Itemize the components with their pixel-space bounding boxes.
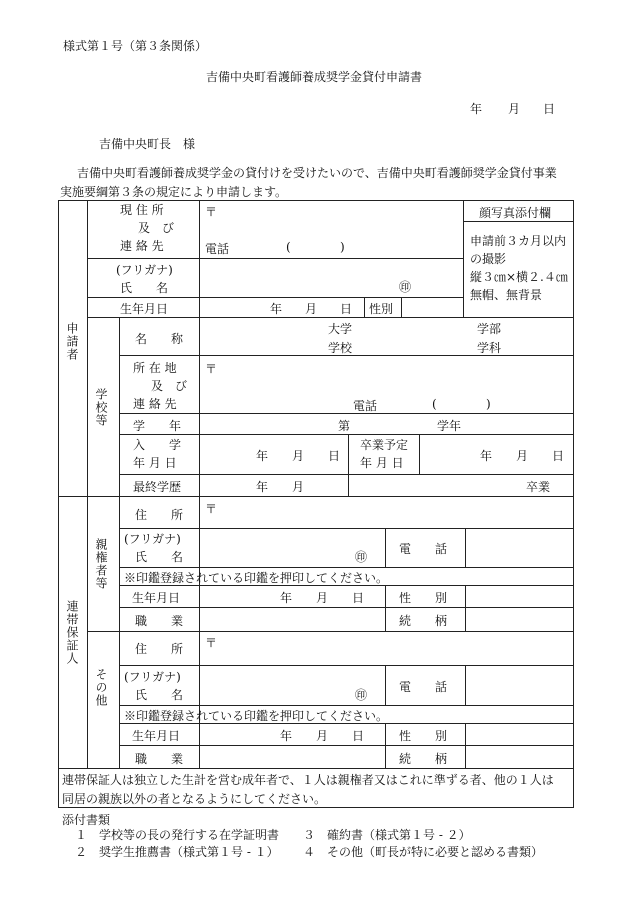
parent-birth-label: 生年月日: [132, 591, 181, 605]
school-label: 学校: [328, 341, 353, 355]
parent-sex-label: 性 別: [399, 591, 448, 605]
date-day: 日: [543, 102, 556, 116]
school-phone-paren-open: (: [432, 397, 437, 411]
grad-month: 月: [516, 449, 529, 463]
intro-text-line2: 実施要綱第３条の規定により申請します。: [60, 185, 288, 199]
other-seal-mark: ㊞: [355, 688, 368, 702]
parent-name-label: 氏 名: [135, 550, 184, 564]
parent-birth-month: 月: [316, 591, 329, 605]
grad-day: 日: [552, 449, 565, 463]
grad-year: 年: [480, 449, 493, 463]
attachment-2: ２ 奨学生推薦書（様式第１号 - １）: [75, 845, 279, 859]
attachment-4: ４ その他（町長が特に必要と認める書類）: [303, 845, 544, 859]
school-phone-paren-close: ): [486, 397, 491, 411]
phone-label: 電話: [205, 242, 230, 256]
address-label: 現 住 所 及 び 連 絡 先: [120, 203, 175, 253]
attachment-3: ３ 確約書（様式第１号 - ２）: [303, 828, 471, 842]
final-education-label: 最終学歴: [133, 480, 182, 494]
other-birth-label: 生年月日: [132, 729, 181, 743]
parent-phone-label: 電 話: [399, 542, 448, 556]
sex-label: 性別: [369, 302, 394, 316]
sex-input[interactable]: [402, 299, 462, 316]
parent-job-label: 職 業: [135, 614, 184, 628]
final-month: 月: [292, 480, 305, 494]
attachment-1: １ 学校等の長の発行する在学証明書: [75, 828, 280, 842]
guarantor-parent-label: 親権者等: [94, 538, 108, 590]
other-seal-note: ※印鑑登録されている印鑑を押印してください。: [124, 709, 389, 723]
guarantor-note-line2: 同居の親族以外の者となるようにしてください。: [62, 792, 327, 806]
other-name-label: 氏 名: [135, 688, 184, 702]
parent-furigana-label: (フリガナ): [124, 532, 181, 546]
seal-mark: ㊞: [399, 280, 412, 294]
other-birth-day: 日: [352, 729, 365, 743]
phone-paren-close: ): [340, 240, 345, 254]
school-postal-mark: 〒: [205, 362, 218, 376]
other-sex-label: 性 別: [399, 729, 448, 743]
faculty-label: 学部: [477, 322, 502, 336]
other-relation-label: 続 柄: [399, 752, 448, 766]
school-location-label: 所 在 地 及 び 連 絡 先: [133, 361, 188, 411]
birth-day: 日: [340, 302, 353, 316]
entry-day: 日: [328, 449, 341, 463]
guarantor-other-label: その他: [94, 668, 108, 707]
section-label-applicant: 申請者: [65, 322, 79, 361]
form-number: 様式第１号（第３条関係）: [63, 39, 208, 53]
birth-year: 年: [270, 302, 283, 316]
parent-birth-day: 日: [352, 591, 365, 605]
other-postal-mark: 〒: [205, 636, 218, 650]
other-address-label: 住 所: [135, 642, 184, 656]
photo-instructions: 申請前３カ月以内 の撮影 縦３㎝×横２.４㎝ 無帽、無背景: [470, 234, 568, 302]
entry-date-label: 入 学 年 月 日: [133, 438, 182, 470]
date-year: 年: [470, 102, 483, 116]
intro-text-line1: 吉備中央町看護師養成奨学金の貸付けを受けたいので、吉備中央町看護師奨学金貸付事業: [77, 166, 557, 180]
grad-date-label: 卒業予定 年 月 日: [360, 438, 409, 470]
parent-postal-mark: 〒: [205, 502, 218, 516]
birth-date-label: 生年月日: [120, 302, 169, 316]
grade-prefix: 第: [338, 419, 351, 433]
entry-month: 月: [292, 449, 305, 463]
other-birth-year: 年: [280, 729, 293, 743]
postal-mark: 〒: [205, 205, 218, 219]
guarantor-note-line1: 連帯保証人は独立した生計を営む成年者で、１人は親権者又はこれに準ずる者、他の１人は: [62, 773, 554, 787]
final-year: 年: [256, 480, 269, 494]
applicant-phone-input[interactable]: [297, 239, 335, 253]
name-label: 氏 名: [120, 281, 169, 295]
other-phone-label: 電 話: [399, 680, 448, 694]
attachments-title: 添付書類: [62, 813, 111, 827]
parent-seal-mark: ㊞: [355, 550, 368, 564]
other-birth-month: 月: [316, 729, 329, 743]
school-name-label: 名 称: [135, 332, 184, 346]
parent-relation-label: 続 柄: [399, 614, 448, 628]
section-label-school: 学校等: [94, 388, 108, 427]
birth-month: 月: [305, 302, 318, 316]
department-label: 学科: [477, 341, 502, 355]
section-label-guarantor: 連帯保証人: [65, 600, 79, 665]
grade-label: 学 年: [133, 419, 182, 433]
parent-seal-note: ※印鑑登録されている印鑑を押印してください。: [124, 571, 389, 585]
applicant-name-input[interactable]: [200, 260, 395, 294]
other-job-label: 職 業: [135, 752, 184, 766]
photo-title: 顔写真添付欄: [479, 206, 552, 220]
parent-birth-year: 年: [280, 591, 293, 605]
phone-paren-open: (: [286, 240, 291, 254]
furigana-label: (フリガナ): [116, 263, 173, 277]
parent-address-label: 住 所: [135, 508, 184, 522]
entry-year: 年: [256, 449, 269, 463]
other-furigana-label: (フリガナ): [124, 670, 181, 684]
date-month: 月: [508, 102, 521, 116]
university-label: 大学: [328, 322, 353, 336]
graduated-label: 卒業: [526, 480, 551, 494]
school-phone-label: 電話: [353, 399, 378, 413]
addressee: 吉備中央町長 様: [99, 137, 196, 151]
grade-suffix: 学年: [437, 419, 462, 433]
page-title: 吉備中央町看護師養成奨学金貸付申請書: [206, 70, 423, 84]
applicant-address-input[interactable]: [200, 222, 462, 236]
